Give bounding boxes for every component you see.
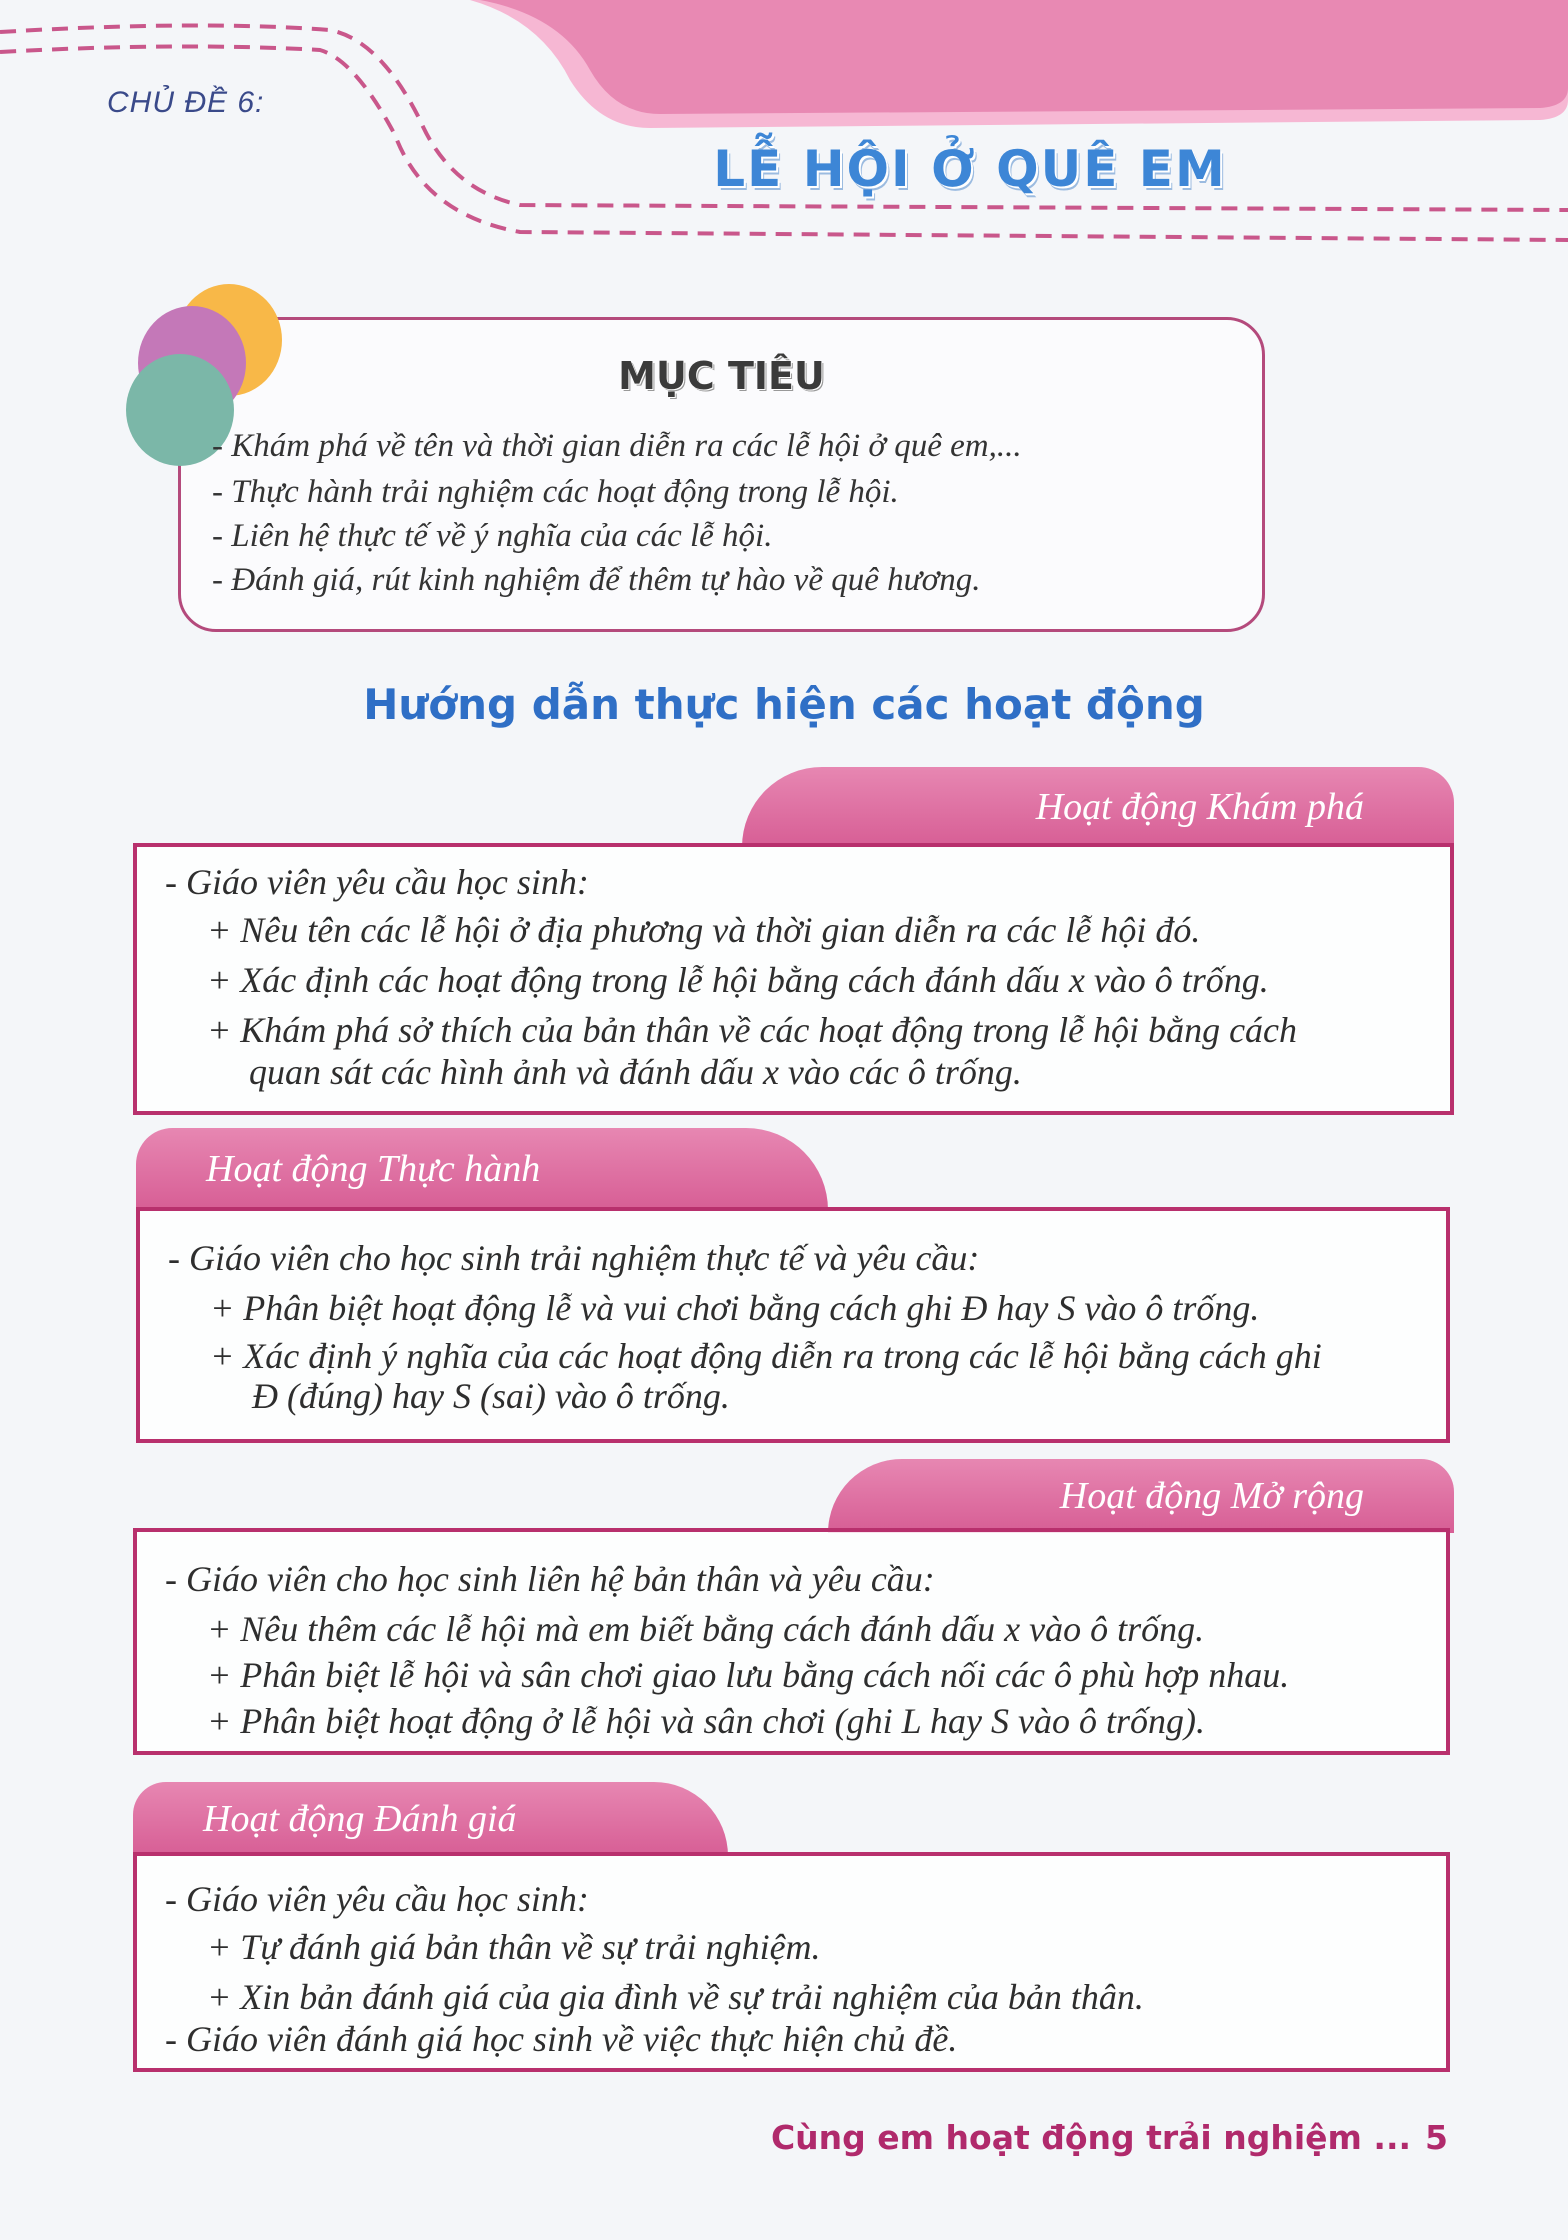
tab-explore [742,767,1454,847]
tab-label: Hoạt động Khám phá [1035,786,1364,828]
section-evaluate-box [133,1852,1450,2072]
objective-item: - Thực hành trải nghiệm các hoạt động trong lễ hội. [212,474,899,510]
header-decoration [0,0,1568,260]
page-number: 5 [1425,2118,1448,2157]
topic-label: CHỦ ĐỀ 6: [107,86,265,119]
objective-item: - Đánh giá, rút kinh nghiệm để thêm tự hào về quê hương. [212,562,981,598]
tab-evaluate [133,1782,728,1856]
section-line: + Tự đánh giá bản thân về sự trải nghiệm. [207,1927,821,1967]
section-line: - Giáo viên đánh giá học sinh về việc thực hiện chủ đề. [165,2019,958,2059]
section-line: Đ (đúng) hay S (sai) vào ô trống. [252,1376,730,1416]
section-practice-box [136,1207,1450,1443]
section-line: - Giáo viên cho học sinh trải nghiệm thực tế và yêu cầu: [168,1238,980,1278]
tab-label: Hoạt động Đánh giá [203,1798,517,1840]
section-line: - Giáo viên yêu cầu học sinh: [165,862,589,902]
page-footer [771,2118,1448,2157]
page-title: LỄ HỘI Ở QUÊ EM [713,140,1227,198]
section-extend-box [133,1528,1450,1755]
tab-label: Hoạt động Thực hành [206,1148,541,1190]
section-line: - Giáo viên cho học sinh liên hệ bản thân và yêu cầu: [165,1559,935,1599]
section-line: + Phân biệt hoạt động lễ và vui chơi bằng cách ghi Đ hay S vào ô trống. [210,1288,1260,1328]
objective-item: - Khám phá về tên và thời gian diễn ra các lễ hội ở quê em,... [212,428,1022,464]
tab-extend [828,1459,1454,1533]
section-line: + Xin bản đánh giá của gia đình về sự trải nghiệm của bản thân. [207,1977,1144,2017]
objective-item: - Liên hệ thực tế về ý nghĩa của các lễ hội. [212,518,773,554]
tab-label: Hoạt động Mở rộng [1059,1475,1364,1517]
section-line: quan sát các hình ảnh và đánh dấu x vào các ô trống. [249,1052,1022,1092]
section-line: + Khám phá sở thích của bản thân về các hoạt động trong lễ hội bằng cách [207,1010,1298,1050]
section-explore-box [133,843,1454,1115]
section-line: + Phân biệt hoạt động ở lễ hội và sân chơi (ghi L hay S vào ô trống). [207,1701,1205,1741]
objectives-heading: MỤC TIÊU [618,354,825,398]
section-line: + Xác định các hoạt động trong lễ hội bằng cách đánh dấu x vào ô trống. [207,960,1269,1000]
book-title: Cùng em hoạt động trải nghiệm ... [770,2118,1412,2157]
section-line: + Nêu thêm các lễ hội mà em biết bằng cách đánh dấu x vào ô trống. [207,1609,1205,1649]
section-line: + Xác định ý nghĩa của các hoạt động diễn ra trong các lễ hội bằng cách ghi [210,1336,1322,1376]
section-line: + Nêu tên các lễ hội ở địa phương và thời gian diễn ra các lễ hội đó. [207,910,1201,950]
section-line: + Phân biệt lễ hội và sân chơi giao lưu bằng cách nối các ô phù hợp nhau. [207,1655,1290,1695]
tab-practice [136,1128,828,1210]
section-line: - Giáo viên yêu cầu học sinh: [165,1879,589,1919]
guide-heading: Hướng dẫn thực hiện các hoạt động [363,680,1205,729]
